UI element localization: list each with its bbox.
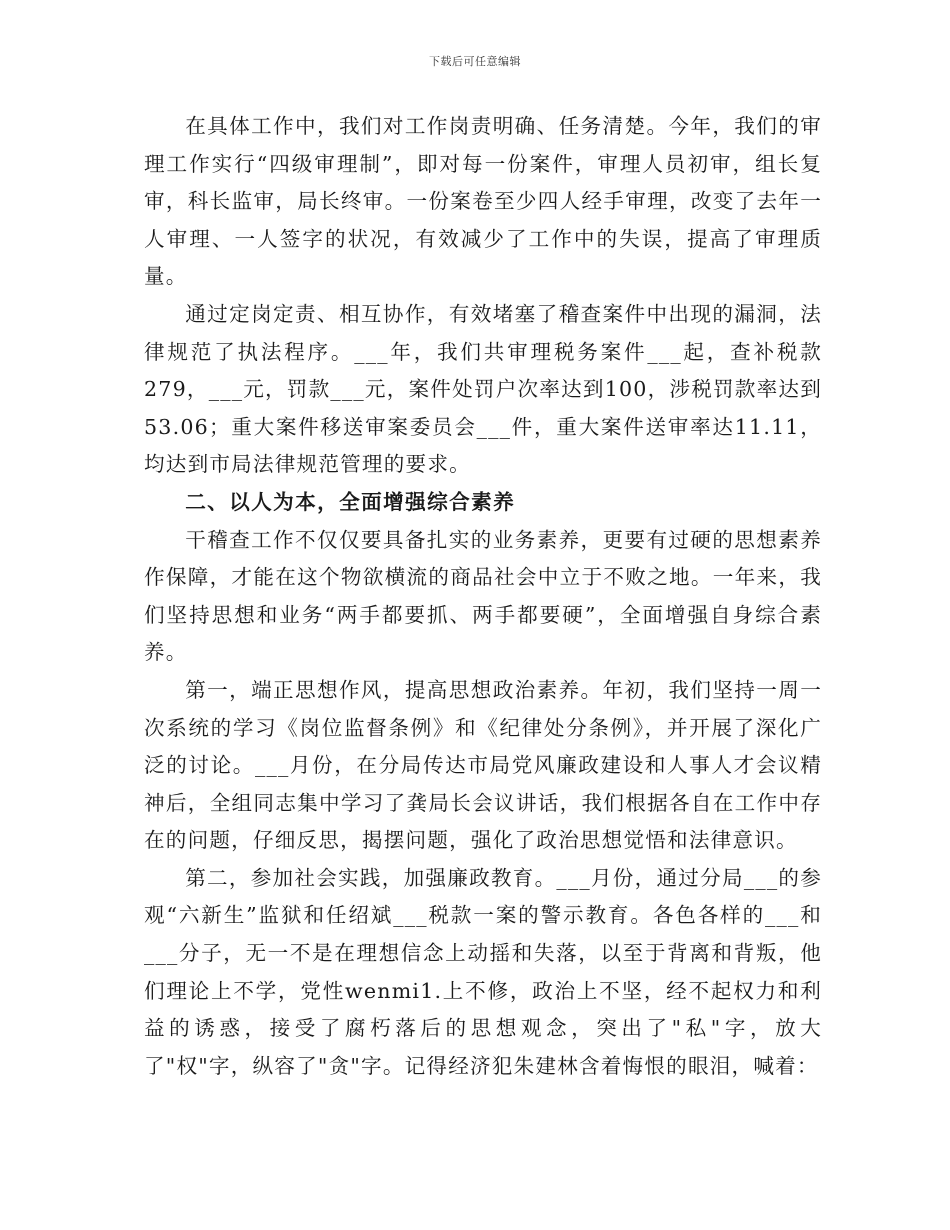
- page-header-note: 下载后可任意编辑: [429, 55, 521, 68]
- section-heading: 二、以人为本，全面增强综合素养: [185, 489, 516, 514]
- paragraph-review-system: 在具体工作中，我们对工作岗责明确、任务清楚。今年，我们的审理工作实行“四级审理制”，即对每一份案件，审理人员初审，组长复审，科长监审，局长终审。一份案卷至少四人经手审理，改变了去年一人审理、一人签字的状况，有效减少了工作中的失误，提高了审理质量。: [144, 114, 822, 289]
- document-body: [144, 108, 822, 1085]
- paragraph-first-point: 第一，端正思想作风，提高思想政治素养。年初，我们坚持一周一次系统的学习《岗位监督条例》和《纪律处分条例》，并开展了深化广泛的讨论。___月份，在分局传达市局党风廉政建设和人事人才会议精神后，全组同志集中学习了龚局长会议讲话，我们根据各自在工作中存在的问题，仔细反思，揭摆问题，强化了政治思想觉悟和法律意识。: [144, 677, 822, 853]
- paragraph-second-point: 第二，参加社会实践，加强廉政教育。___月份，通过分局___的参观“六新生”监狱和任绍斌___税款一案的警示教育。各色各样的___和___分子，无一不是在理想信念上动摇和失落，以至于背离和背叛，他们理论上不学，党性wenmi1.上不修，政治上不坚，经不起权力和利益的诱惑，接受了腐朽落后的思想观念，突出了"私"字，放大了"权"字，纵容了"贪"字。记得经济犯朱建林含着悔恨的眼泪，喊着：: [144, 865, 822, 1078]
- paragraph-quality-intro: 干稽查工作不仅仅要具备扎实的业务素养，更要有过硬的思想素养作保障，才能在这个物欲横流的商品社会中立于不败之地。一年来，我们坚持思想和业务“两手都要抓、两手都要硬”，全面增强自身综合素养。: [144, 527, 822, 665]
- paragraph-review-statistics: 通过定岗定责、相互协作，有效堵塞了稽查案件中出现的漏洞，法律规范了执法程序。___年，我们共审理税务案件___起，查补税款279，___元，罚款___元，案件处罚户次率达到100，涉税罚款率达到53.06；重大案件移送审案委员会___件，重大案件送审率达11.11，均达到市局法律规范管理的要求。: [144, 301, 822, 477]
